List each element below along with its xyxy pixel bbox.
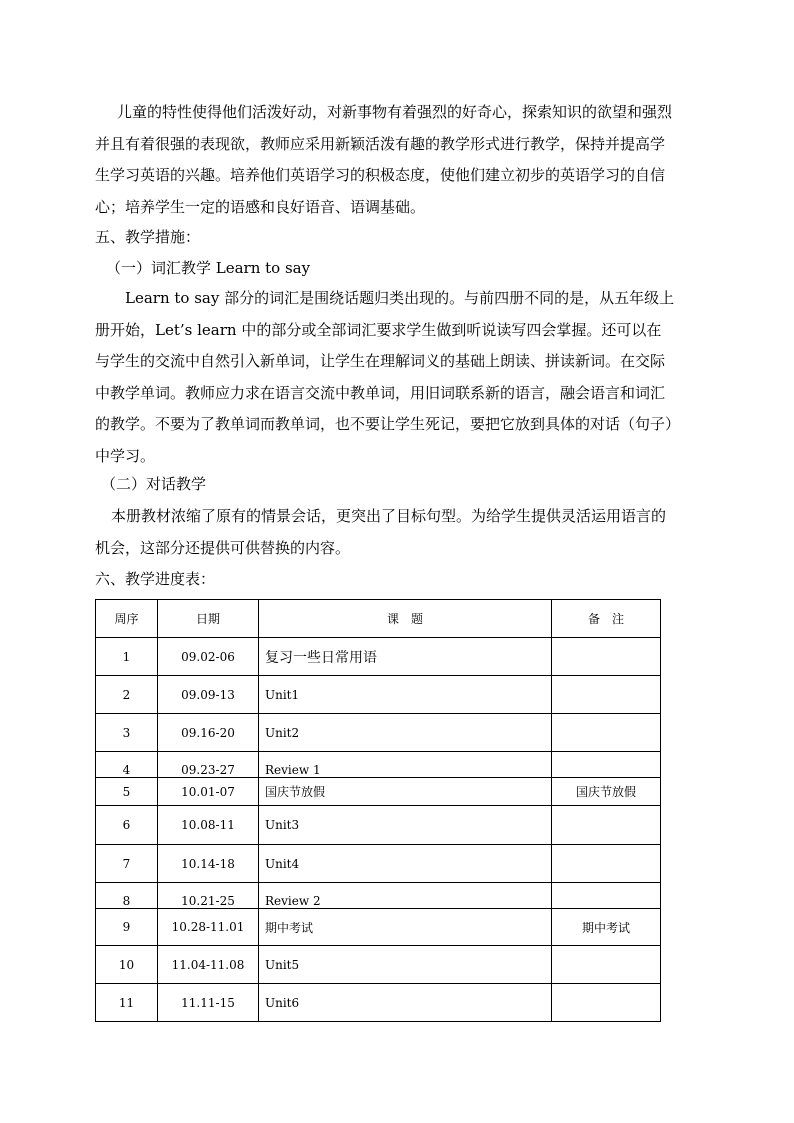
cell-week: 5 bbox=[96, 778, 158, 806]
cell-topic: Unit4 bbox=[259, 845, 552, 883]
cell-note bbox=[552, 845, 661, 883]
table-row bbox=[96, 845, 661, 883]
cell-note bbox=[552, 806, 661, 845]
heading-vocabulary: （一）词汇教学 Learn to say bbox=[106, 259, 311, 277]
cell-topic: Unit6 bbox=[259, 984, 552, 1022]
cell-note bbox=[552, 752, 661, 778]
cell-week: 7 bbox=[96, 845, 158, 883]
cell-topic: Review 2 bbox=[259, 883, 552, 909]
cell-week: 8 bbox=[96, 883, 158, 909]
cell-topic: Unit1 bbox=[259, 676, 552, 714]
table-row bbox=[96, 883, 661, 909]
cell-note bbox=[552, 638, 661, 676]
cell-date: 10.14-18 bbox=[158, 845, 259, 883]
header-note: 备 注 bbox=[552, 600, 661, 638]
cell-date: 09.16-20 bbox=[158, 714, 259, 752]
table-row bbox=[96, 909, 661, 946]
cell-note bbox=[552, 883, 661, 909]
cell-topic: Unit3 bbox=[259, 806, 552, 845]
paragraph-vocabulary: Learn to say 部分的词汇是围绕话题归类出现的。与前四册不同的是，从五年级上册开始，Let’s learn 中的部分或全部词汇要求学生做到听说读写四会掌握。还可以在与学生的交流中自然引入新单词，让学生在理解词义的基础上朗读、拼读新词。在交际中教学单词。教师应力求在语言交流中教单词，用旧词联系新的语言，融会语言和词汇的教学。不要为了教单词而教单词，也不要让学生死记，要把它放到具体的对话（句子）中学习。 bbox=[95, 289, 675, 465]
table-row bbox=[96, 714, 661, 752]
cell-topic: 期中考试 bbox=[259, 909, 552, 946]
cell-week: 4 bbox=[96, 752, 158, 778]
cell-date: 09.23-27 bbox=[158, 752, 259, 778]
cell-week: 1 bbox=[96, 638, 158, 676]
cell-note bbox=[552, 946, 661, 984]
cell-note: 国庆节放假 bbox=[552, 778, 661, 806]
cell-week: 11 bbox=[96, 984, 158, 1022]
table-row bbox=[96, 752, 661, 778]
cell-date: 09.02-06 bbox=[158, 638, 259, 676]
table-row bbox=[96, 638, 661, 676]
cell-note bbox=[552, 714, 661, 752]
schedule-table bbox=[95, 599, 661, 1022]
table-row bbox=[96, 676, 661, 714]
paragraph-intro: 儿童的特性使得他们活泼好动，对新事物有着强烈的好奇心，探索知识的欲望和强烈并且有着很强的表现欲，教师应采用新颖活泼有趣的教学形式进行教学，保持并提高学生学习英语的兴趣。培养他们英语学习的积极态度，使他们建立初步的英语学习的自信心；培养学生一定的语感和良好语音、语调基础。 bbox=[95, 103, 673, 216]
heading-schedule: 六、教学进度表： bbox=[95, 570, 216, 588]
table-row bbox=[96, 946, 661, 984]
cell-week: 10 bbox=[96, 946, 158, 984]
cell-note bbox=[552, 984, 661, 1022]
table-row bbox=[96, 778, 661, 806]
cell-date: 09.09-13 bbox=[158, 676, 259, 714]
cell-date: 10.01-07 bbox=[158, 778, 259, 806]
cell-week: 2 bbox=[96, 676, 158, 714]
heading-dialogue: （二）对话教学 bbox=[101, 475, 207, 493]
header-date: 日期 bbox=[158, 600, 259, 638]
cell-date: 11.11-15 bbox=[158, 984, 259, 1022]
cell-topic: 复习一些日常用语 bbox=[259, 638, 552, 676]
header-topic: 课 题 bbox=[259, 600, 552, 638]
table-header-row bbox=[96, 600, 661, 638]
cell-topic: Review 1 bbox=[259, 752, 552, 778]
cell-date: 11.04-11.08 bbox=[158, 946, 259, 984]
cell-date: 10.28-11.01 bbox=[158, 909, 259, 946]
table-row bbox=[96, 806, 661, 845]
cell-note: 期中考试 bbox=[552, 909, 661, 946]
header-week: 周序 bbox=[96, 600, 158, 638]
cell-date: 10.08-11 bbox=[158, 806, 259, 845]
cell-topic: 国庆节放假 bbox=[259, 778, 552, 806]
cell-topic: Unit5 bbox=[259, 946, 552, 984]
cell-week: 6 bbox=[96, 806, 158, 845]
cell-week: 3 bbox=[96, 714, 158, 752]
cell-note bbox=[552, 676, 661, 714]
cell-topic: Unit2 bbox=[259, 714, 552, 752]
heading-teaching-measures: 五、教学措施： bbox=[95, 228, 201, 246]
cell-date: 10.21-25 bbox=[158, 883, 259, 909]
paragraph-dialogue: 本册教材浓缩了原有的情景会话，更突出了目标句型。为给学生提供灵活运用语言的机会，这部分还提供可供替换的内容。 bbox=[95, 507, 667, 557]
table-row bbox=[96, 984, 661, 1022]
cell-week: 9 bbox=[96, 909, 158, 946]
